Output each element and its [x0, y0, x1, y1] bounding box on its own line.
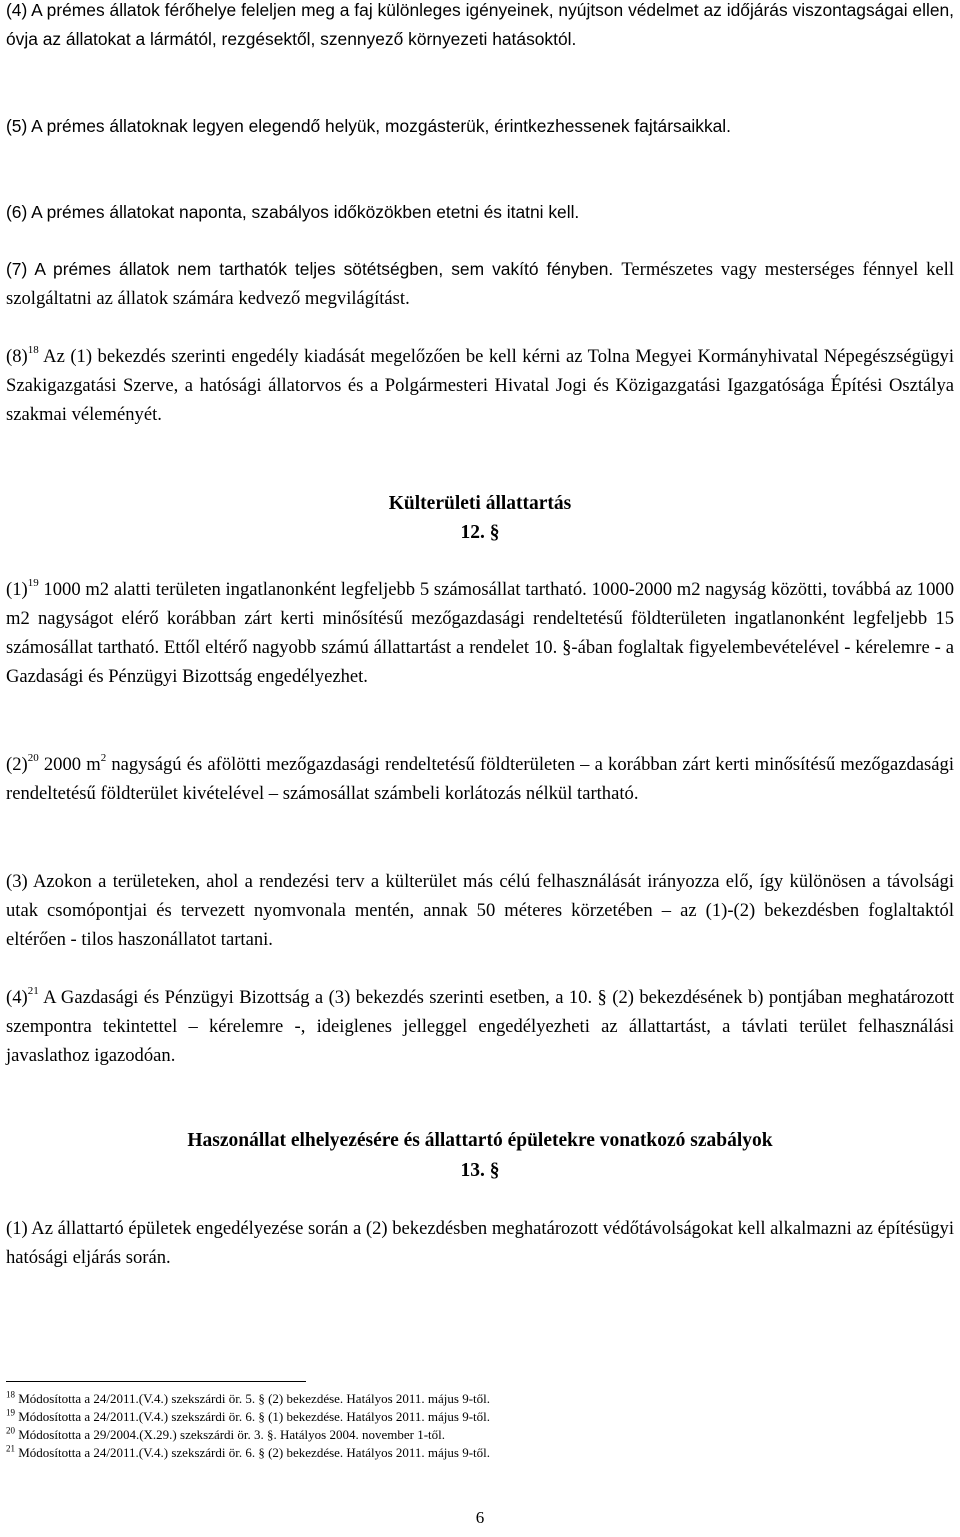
section-12-paragraph-3: (3) Azokon a területeken, ahol a rendezési terv a külterület más célú felhasználását irányozza elő, így különösen a távolsági utak csomópontjai és tervezett nyomvonala mentén, annak 50 méteres körzetében – az (1)-(2) bekezdésben foglaltaktól eltérően - tilos haszonállatot tartani. — [6, 871, 954, 950]
section-13-paragraph-1: (1) Az állattartó épületek engedélyezése során a (2) bekezdésben meghatározott védőtávolságokat kell alkalmazni az építésügyi hatósági eljárás során. — [6, 1218, 954, 1268]
footnote-text: Módosította a 24/2011.(V.4.) szekszárdi ör. 6. § (1) bekezdése. Hatályos 2011. május 9-től. — [18, 1409, 491, 1424]
superscript-2: 2 — [100, 751, 107, 764]
paragraph-8-number: (8) — [6, 346, 28, 367]
section-13-title: Haszonállat elhelyezésére és állattartó épületekre vonatkozó szabályok — [187, 1130, 773, 1151]
footnote-number: 20 — [6, 1425, 15, 1436]
footnote-ref-21[interactable]: 21 — [27, 984, 39, 997]
footnote-number: 19 — [6, 1407, 15, 1418]
section-12-title: Külterületi állattartás — [388, 493, 572, 514]
section-12-p1-text: 1000 m2 alatti területen ingatlanonként legfeljebb 5 számosállat tartható. 1000-2000 m2 nagyság közötti, továbbá az 1000 m2 nagyságot elérő korábban zárt kerti minősítésű mezőgazdasági rendeltetésű földterületen ingatlanonként legfeljebb 15 számosállat tartható. Ettől eltérő nagyobb számú állattartást a rendelet 10. §-ában foglaltak figyelembevételével - kérelemre - a Gazdasági és Pénzügyi Bizottság engedélyezhet. — [6, 579, 954, 687]
section-12-number: 12. § — [460, 522, 500, 543]
section-12-p1-number: (1) — [6, 579, 28, 600]
footnote-separator — [6, 1381, 306, 1382]
footnote-ref-20[interactable]: 20 — [27, 751, 39, 764]
paragraph-8 — [6, 342, 954, 429]
paragraph-7-continuation: Természetes vagy mesterséges fénnyel kell szolgáltatni az állatok számára kedvező megvilágítást. — [6, 259, 954, 309]
footnote-19 — [6, 1409, 490, 1425]
footnote-20 — [6, 1427, 445, 1443]
paragraph-6: (6) A prémes állatokat naponta, szabályos időközökben etetni és itatni kell. — [6, 202, 580, 222]
footnote-18 — [6, 1391, 490, 1407]
paragraph-4: (4) A prémes állatok férőhelye feleljen meg a faj különleges igényeinek, nyújtson védelmet az időjárás viszontagságai ellen, óvja az állatokat a lármától, rezgésektől, szennyező környezeti hatásoktól. — [6, 0, 954, 49]
footnote-ref-18[interactable]: 18 — [27, 343, 39, 356]
paragraph-7 — [6, 255, 954, 313]
footnote-21 — [6, 1445, 490, 1461]
paragraph-5: (5) A prémes állatoknak legyen elegendő helyük, mozgásterük, érintkezhessenek fajtársaikkal. — [6, 116, 732, 136]
section-12-paragraph-4 — [6, 983, 954, 1070]
section-12-p4-text: A Gazdasági és Pénzügyi Bizottság a (3) bekezdés szerinti esetben, a 10. § (2) bekezdésének b) pontjában meghatározott szempontra tekintettel – kérelemre -, ideiglenes jelleggel engedélyezheti az állattartást, a távlati terület felhasználási javaslathoz igazodóan. — [6, 987, 954, 1066]
footnote-number: 21 — [6, 1443, 15, 1454]
footnote-number: 18 — [6, 1389, 15, 1400]
paragraph-8-text: Az (1) bekezdés szerinti engedély kiadását megelőzően be kell kérni az Tolna Megyei Kormányhivatal Népegészségügyi Szakigazgatási Szerve, a hatósági állatorvos és a Polgármesteri Hivatal Jogi és Közigazgatási Igazgatósága Építési Osztálya szakmai véleményét. — [6, 346, 954, 425]
section-13-number: 13. § — [460, 1160, 500, 1181]
section-12-p2-text: nagyságú és afölötti mezőgazdasági rendeltetésű földterületen – a korábban zárt kerti minősítésű mezőgazdasági rendeltetésű földterület kivételével – számosállat számbeli korlátozás nélkül tartható. — [6, 754, 954, 804]
footnote-ref-19[interactable]: 19 — [27, 576, 39, 589]
section-12-p2-number: (2) — [6, 754, 28, 775]
footnote-text: Módosította a 24/2011.(V.4.) szekszárdi ör. 6. § (2) bekezdése. Hatályos 2011. május 9-től. — [18, 1445, 491, 1460]
footnote-text: Módosította a 29/2004.(X.29.) szekszárdi ör. 3. §. Hatályos 2004. november 1-től. — [18, 1427, 446, 1442]
page-number: 6 — [475, 1508, 485, 1527]
section-12-paragraph-2 — [6, 750, 954, 808]
section-12-paragraph-1 — [6, 575, 954, 691]
section-12-p4-number: (4) — [6, 987, 28, 1008]
paragraph-7-text: (7) A prémes állatok nem tarthatók teljes sötétségben, sem vakító fényben. — [6, 259, 614, 279]
section-12-p2-area: 2000 m — [43, 754, 101, 775]
footnote-text: Módosította a 24/2011.(V.4.) szekszárdi ör. 5. § (2) bekezdése. Hatályos 2011. május 9-től. — [18, 1391, 491, 1406]
